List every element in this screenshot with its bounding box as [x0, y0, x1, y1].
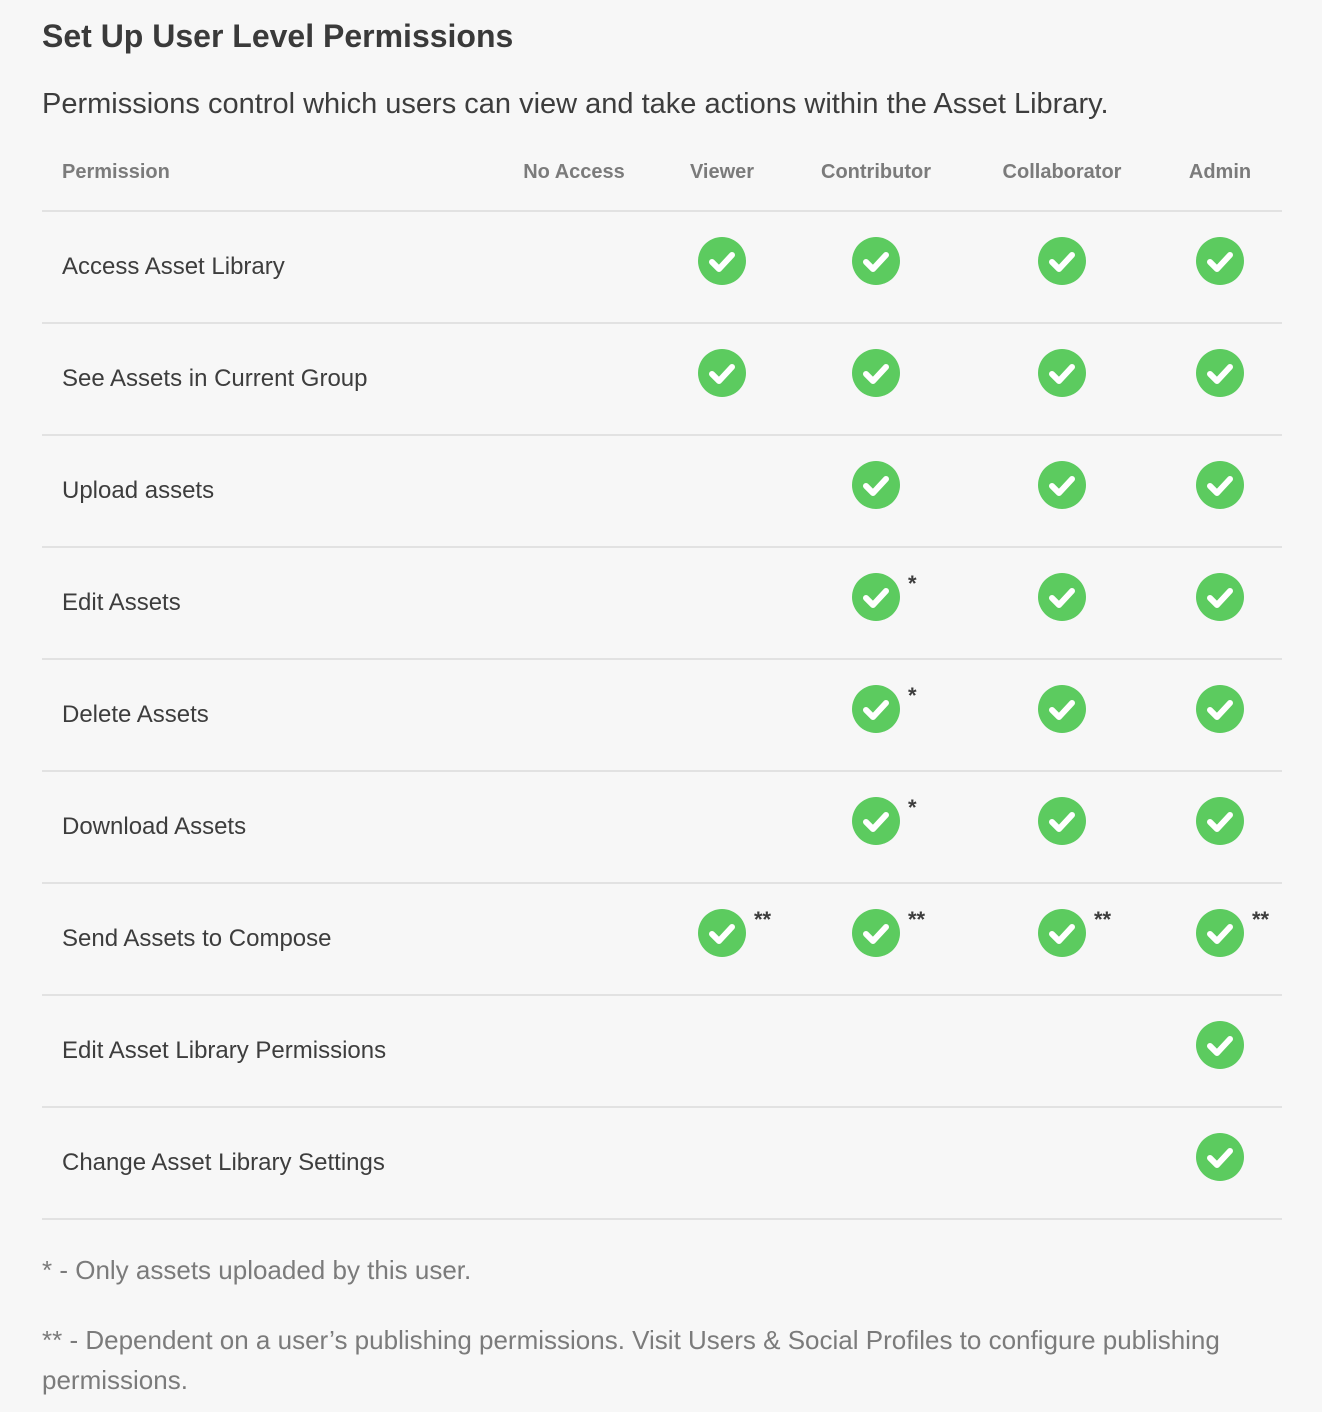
table-row — [42, 772, 1282, 884]
check-circle-icon — [1196, 573, 1244, 621]
cell-admin — [1196, 461, 1244, 509]
cell-contributor — [852, 907, 926, 957]
cell-admin — [1196, 237, 1244, 285]
permission-label: Change Asset Library Settings — [62, 1149, 385, 1176]
check-circle-icon — [852, 349, 900, 397]
footnote-marker: ** — [908, 907, 926, 932]
permission-label: Download Assets — [62, 813, 247, 840]
check-circle-icon — [698, 349, 746, 397]
table-row — [42, 212, 1282, 324]
footnote-marker: * — [908, 795, 917, 820]
check-circle-icon — [1196, 797, 1244, 845]
check-circle-icon — [852, 909, 900, 957]
cell-admin — [1196, 1021, 1244, 1069]
check-circle-icon — [1196, 349, 1244, 397]
check-circle-icon — [852, 461, 900, 509]
cell-admin — [1196, 685, 1244, 733]
cell-admin — [1196, 797, 1244, 845]
table-row — [42, 436, 1282, 548]
column-header-collaborator: Collaborator — [1002, 161, 1122, 183]
cell-contributor — [852, 237, 900, 285]
table-row — [42, 1108, 1282, 1220]
cell-contributor — [852, 571, 917, 621]
cell-contributor — [852, 795, 917, 845]
footnote-marker: ** — [1094, 907, 1112, 932]
check-circle-icon — [1196, 909, 1244, 957]
table-header — [42, 150, 1282, 212]
check-circle-icon — [1196, 461, 1244, 509]
check-circle-icon — [698, 237, 746, 285]
permission-label: Edit Asset Library Permissions — [62, 1037, 387, 1064]
check-circle-icon — [852, 797, 900, 845]
intro-text: Permissions control which users can view and take actions within the Asset Library. — [42, 88, 1109, 120]
permission-label: Delete Assets — [62, 701, 209, 728]
check-circle-icon — [1196, 1021, 1244, 1069]
check-circle-icon — [852, 685, 900, 733]
check-circle-icon — [1038, 685, 1086, 733]
footnote-marker: * — [908, 571, 917, 596]
check-circle-icon — [852, 573, 900, 621]
footnote-double-asterisk: ** - Dependent on a user’s publishing permissions. Visit Users & Social Profiles to configure publishing permissions. — [42, 1325, 1220, 1395]
check-circle-icon — [1196, 685, 1244, 733]
cell-contributor — [852, 683, 917, 733]
permission-label: See Assets in Current Group — [62, 365, 368, 392]
cell-admin — [1196, 907, 1270, 957]
cell-viewer — [698, 907, 772, 957]
check-circle-icon — [852, 237, 900, 285]
check-circle-icon — [1038, 573, 1086, 621]
check-circle-icon — [1038, 349, 1086, 397]
table-row — [42, 660, 1282, 772]
footnote-single-asterisk: * - Only assets uploaded by this user. — [42, 1255, 472, 1285]
check-circle-icon — [1038, 237, 1086, 285]
table-row — [42, 996, 1282, 1108]
table-body — [42, 212, 1282, 1220]
table-row — [42, 884, 1282, 996]
column-header-viewer: Viewer — [689, 161, 755, 183]
permission-label: Send Assets to Compose — [62, 925, 332, 952]
cell-admin — [1196, 1133, 1244, 1181]
permission-label: Upload assets — [62, 477, 215, 504]
check-circle-icon — [1038, 461, 1086, 509]
permission-label: Edit Assets — [62, 589, 181, 616]
column-header-contributor: Contributor — [821, 161, 931, 183]
cell-admin — [1196, 573, 1244, 621]
column-header-admin: Admin — [1188, 161, 1252, 183]
cell-collaborator — [1038, 349, 1086, 397]
permissions-table — [42, 150, 1282, 1220]
cell-contributor — [852, 349, 900, 397]
column-header-permission: Permission — [62, 161, 170, 183]
cell-contributor — [852, 461, 900, 509]
table-row — [42, 548, 1282, 660]
table-row — [42, 324, 1282, 436]
cell-collaborator — [1038, 573, 1086, 621]
page-title: Set Up User Level Permissions — [42, 18, 514, 54]
cell-collaborator — [1038, 461, 1086, 509]
footnote-marker: * — [908, 683, 917, 708]
check-circle-icon — [1196, 1133, 1244, 1181]
cell-collaborator — [1038, 797, 1086, 845]
column-header-no-access: No Access — [523, 161, 625, 183]
cell-viewer — [698, 237, 746, 285]
permission-label: Access Asset Library — [62, 253, 285, 280]
cell-admin — [1196, 349, 1244, 397]
footnote-marker: ** — [754, 907, 772, 932]
check-circle-icon — [698, 909, 746, 957]
check-circle-icon — [1038, 797, 1086, 845]
cell-collaborator — [1038, 907, 1112, 957]
cell-viewer — [698, 349, 746, 397]
footnote-marker: ** — [1252, 907, 1270, 932]
check-circle-icon — [1196, 237, 1244, 285]
cell-collaborator — [1038, 237, 1086, 285]
cell-collaborator — [1038, 685, 1086, 733]
check-circle-icon — [1038, 909, 1086, 957]
